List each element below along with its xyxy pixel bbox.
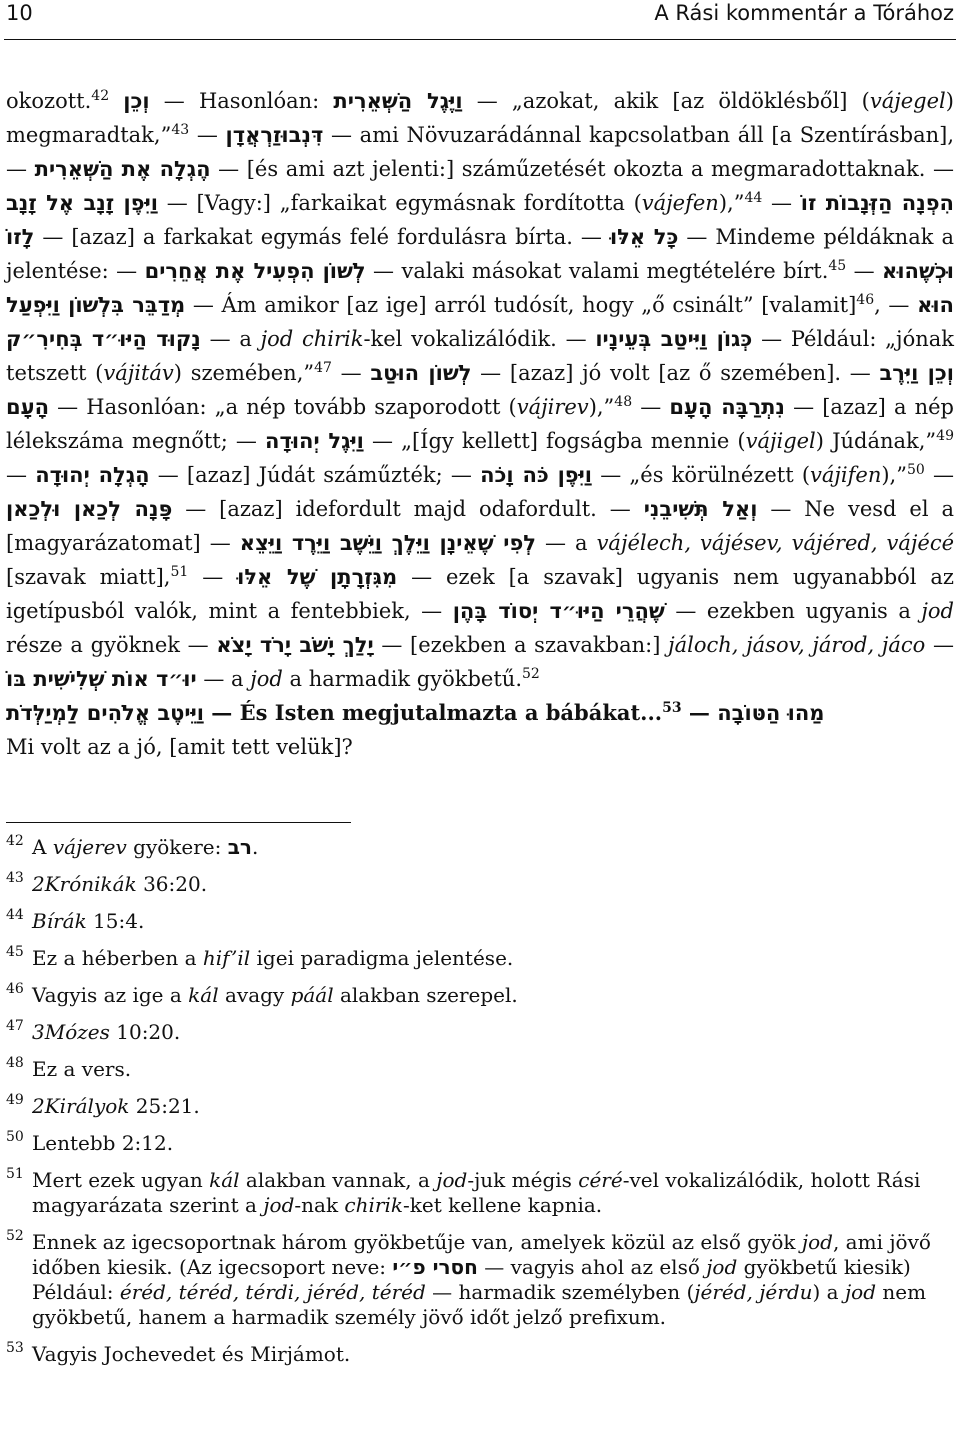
footnote-text: Vagyis az ige a kál avagy páál alakban szerepel. xyxy=(32,983,518,1007)
footnote-48 xyxy=(6,1057,954,1082)
footnote-number: 45 xyxy=(6,944,24,960)
footnote-44 xyxy=(6,909,954,934)
footnote-number: 50 xyxy=(6,1129,24,1145)
footnote-42 xyxy=(6,835,954,860)
footnote-50 xyxy=(6,1131,954,1156)
main-text xyxy=(6,84,954,764)
footnote-45 xyxy=(6,946,954,971)
footnote-49 xyxy=(6,1094,954,1119)
footnote-46 xyxy=(6,983,954,1008)
footnote-text: 3Mózes 10:20. xyxy=(32,1020,181,1044)
footnote-number: 49 xyxy=(6,1092,24,1108)
footnote-text: 2Krónikák 36:20. xyxy=(32,872,208,896)
footnote-text: Mert ezek ugyan kál alakban vannak, a jod-juk mégis céré-vel vokalizálódik, holott Rási magyarázata szerint a jod-nak chirik-ket kellene kapnia. xyxy=(32,1168,921,1217)
footnote-text: Bírák 15:4. xyxy=(32,909,145,933)
footnote-53 xyxy=(6,1342,954,1367)
page-number: 10 xyxy=(6,1,33,25)
footnote-51 xyxy=(6,1168,954,1218)
footnote-text: Lentebb 2:12. xyxy=(32,1131,174,1155)
footnote-number: 42 xyxy=(6,833,24,849)
footnote-rule xyxy=(6,822,351,823)
heading-continuation: Mi volt az a jó, [amit tett velük]? xyxy=(6,735,353,759)
running-title: A Rási kommentár a Tórához xyxy=(654,1,954,25)
footnote-text: Vagyis Jochevedet és Mirjámot. xyxy=(32,1342,351,1366)
footnote-text: A vájerev gyökere: רב. xyxy=(32,835,259,859)
footnote-number: 46 xyxy=(6,981,24,997)
footnote-text: Ennek az igecsoportnak három gyökbetűje van, amelyek közül az első gyök jod, ami jövő időben kiesik. (Az igecsoport neve: חסרי פ״י — vagyis ahol az első jod gyökbetű kiesik) Például: éréd, téréd, térdi, jéréd, téréd — harmadik személyben (jéréd, jérdu) a jod nem gyökbetű, hanem a harmadik személy jövő időt jelző prefixum. xyxy=(32,1230,931,1329)
commentary-paragraph: okozott.$^{42}$ וְכֵן — Hasonlóan: וַיֶּגֶל הַשְּׁאֵרִית — „azokat, akik [az öldöklésből] (vájegel) megmaradtak,”$^{43}$ — דִּנְבוּזַרְאֲדָן — ami Növuzarádánnal kapcsolatban áll [a Szentírásban], — הֶגְלָה אֶת הַשְּׁאֵרִית — [és ami azt jelenti:] száműzetését okozta a megmaradottaknak. — וַיִּפֶן זָנָב אֶל זָנָב — [Vagy:] „farkaikat egymásnak fordította (vájefen),”$^{44}$ — הִפְנָה הַזְּנָבוֹת זוֹ לָזוֹ — [azaz] a farkakat egymás felé fordulásra bírta. — כָּל אֵלּוּ — Mindeme példáknak a jelentése: — לְשׁוֹן הִפְעִיל אֶת אֲחֵרִים — valaki másokat valami megtételére bírt.$^{45}$ — וּכְשֶׁהוּא מְדַבֵּר בִּלְשׁוֹן וַיִּפְעַל — Ám amikor [az ige] arról tudósít, hogy „ő csinált” [valamit]$^{46}$, — הוּא נָקוּד הַיּוּ״ד בְּחִירִ״ק — a jod chirik-kel vokalizálódik. — כְּגוֹן וַיִּיטַב בְּעֵינָיו — Például: „jónak tetszett (vájitáv) szemében,”$^{47}$ — לְשׁוֹן הוּטַב — [azaz] jó volt [az ő szemében]. — וְכֵן וַיִּרֶב הָעָם — Hasonlóan: „a nép tovább szaporodott (vájirev),”$^{48}$ — נִתְרַבָּה הָעָם — [azaz] a nép lélekszáma megnőtt; — וַיִּגֶל יְהוּדָה — „[Így kellett] fogságba mennie (vájigel) Júdának,”$^{49}$ — הָגְלָה יְהוּדָה — [azaz] Júdát száműzték; — וַיִּפֶן כֹּה וָכֹה — „és körülnézett (vájifen),”$^{50}$ — פָּנָה לְכַאן וּלְכַאן — [azaz] idefordult majd odafordult. — וְאַל תְּשִׁיבֵנִי — Ne vesd el a [magyarázatomat] — לְפִי שֶׁאֵינָן וַיֵּלֶךְ וַיֵּשֶׁב וַיֵּרֶד וַיֵּצֵא — a vájélech, vájésev, vájéred, vájécé [szavak miatt],$^{51}$ — מִגִּזְרָתָן שֶׁל אֵלּוּ — ezek [a szavak] ugyanis nem ugyanabból az igetípusból valók, mint a fentebbiek, — שֶׁהֲרֵי הַיּוּ״ד יְסוֹד בָּהֶן — ezekben ugyanis a jod része a gyöknek — יָלַךְ יָשֹׁב יָרֹד יָצֹא — [ezekben a szavakban:] jáloch, jásov, járod, jáco — יוּ״ד אוֹת שְׁלִישִׁית בּוֹ — a jod a harmadik gyökbetű.$^{52}$ xyxy=(6,88,955,691)
footnote-number: 51 xyxy=(6,1166,24,1182)
section-heading: וַיֵּיטֶב אֱלֹהִים לַמְיַלְּדֹת — És Isten megjutalmazta a bábákat...$^{53}$ — מַהוּ הַטּוֹבָה xyxy=(6,700,825,725)
footnote-number: 43 xyxy=(6,870,24,886)
footnote-number: 47 xyxy=(6,1018,24,1034)
footnote-number: 48 xyxy=(6,1055,24,1071)
header-rule xyxy=(4,39,956,40)
footnote-number: 52 xyxy=(6,1228,24,1244)
footnote-52 xyxy=(6,1230,954,1330)
footnote-47 xyxy=(6,1020,954,1045)
footnote-text: Ez a vers. xyxy=(32,1057,132,1081)
footnote-number: 53 xyxy=(6,1340,24,1356)
footnote-text: Ez a héberben a hif’il igei paradigma jelentése. xyxy=(32,946,514,970)
footnotes xyxy=(6,835,954,1367)
footnote-43 xyxy=(6,872,954,897)
footnote-number: 44 xyxy=(6,907,24,923)
footnote-text: 2Királyok 25:21. xyxy=(32,1094,200,1118)
running-header xyxy=(6,0,954,39)
